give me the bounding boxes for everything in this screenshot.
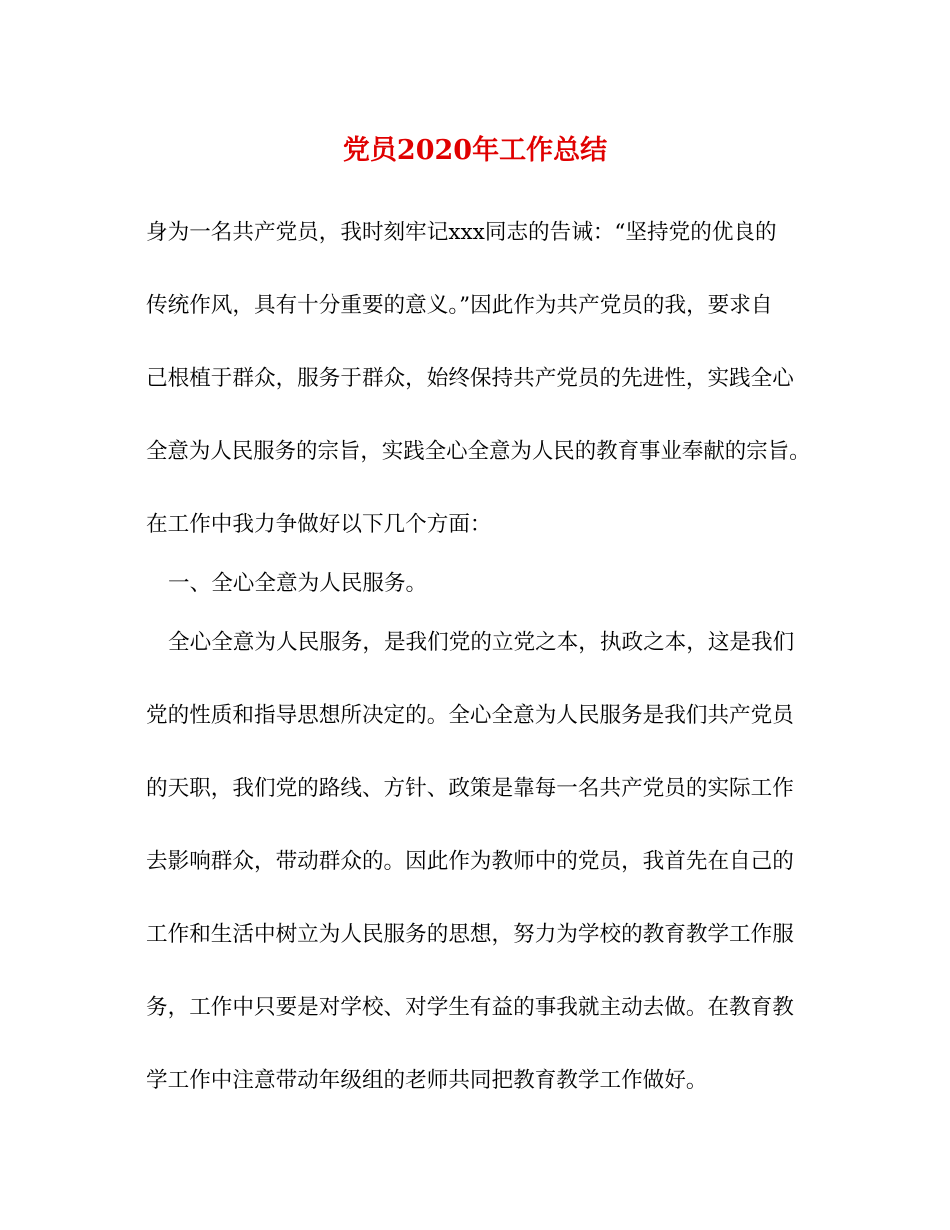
paragraph-line: 身为一名共产党员，我时刻牢记xxx同志的告诫：“坚持党的优良的 bbox=[146, 220, 777, 245]
paragraph-line: 在工作中我力争做好以下几个方面： bbox=[146, 512, 492, 537]
document-title: 党员2020年工作总结 bbox=[342, 135, 608, 166]
paragraph-line: 的天职，我们党的路线、方针、政策是靠每一名共产党员的实际工作 bbox=[146, 776, 794, 801]
paragraph-line: 务，工作中只要是对学校、对学生有益的事我就主动去做。在教育教 bbox=[146, 995, 794, 1020]
paragraph-line: 去影响群众，带动群众的。因此作为教师中的党员，我首先在自己的 bbox=[146, 849, 794, 874]
paragraph-line: 传统作风，具有十分重要的意义。”因此作为共产党员的我，要求自 bbox=[146, 293, 773, 318]
paragraph-line: 全意为人民服务的宗旨，实践全心全意为人民的教育事业奉献的宗旨。 bbox=[146, 439, 811, 464]
paragraph-line: 学工作中注意带动年级组的老师共同把教育教学工作做好。 bbox=[146, 1068, 708, 1093]
paragraph-line: 党的性质和指导思想所决定的。全心全意为人民服务是我们共产党员 bbox=[146, 703, 794, 728]
section-heading: 一、全心全意为人民服务。 bbox=[168, 571, 428, 596]
paragraph-line: 己根植于群众，服务于群众，始终保持共产党员的先进性，实践全心 bbox=[146, 366, 794, 391]
paragraph-line: 全心全意为人民服务，是我们党的立党之本，执政之本，这是我们 bbox=[168, 630, 795, 655]
paragraph-line: 工作和生活中树立为人民服务的思想，努力为学校的教育教学工作服 bbox=[146, 922, 794, 947]
